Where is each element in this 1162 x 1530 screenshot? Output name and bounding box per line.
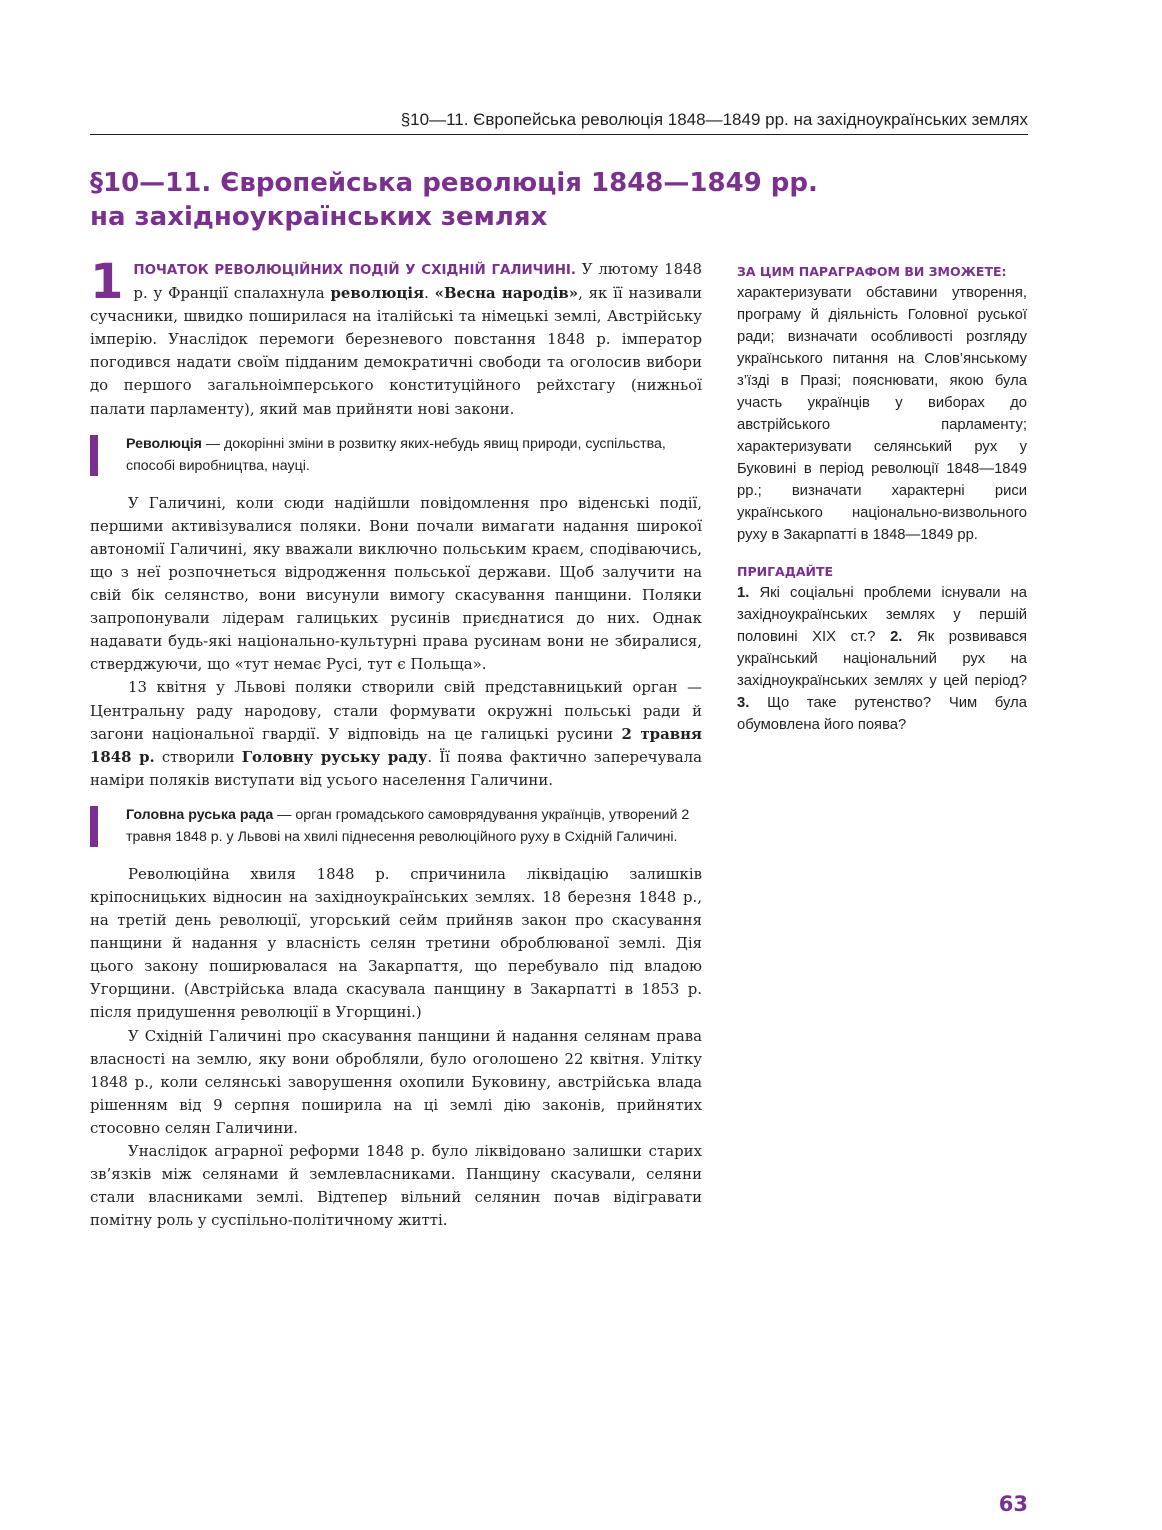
definition-bar [90,806,98,847]
question-number: 2. [890,629,903,645]
p3-text-a: 13 квітня у Львові поляки створили свій представницький орган — Центральну раду народову, стали формувати окружні польські ради й загони національної гвардії. У відповідь на це галицькі русини [90,678,702,743]
p3-text-c: . Її поява фактично заперечувала наміри поляків виступати від усього населення Галичини. [90,747,702,789]
question-number: 3. [737,695,750,711]
term-revolution: революція [330,284,425,303]
date-may-2: 2 травня 1848 р. [90,724,702,766]
term-main-ruthenian-council: Головну руську раду [241,747,428,766]
definition-term: Революція [126,435,202,452]
page-title-line-1: §10—11. Європейська революція 1848—1849 рр. [90,168,818,198]
paragraph-6: Унаслідок аграрної реформи 1848 р. було ліквідовано залишки старих зв’язків між селянами й землевласниками. Панщину скасували, селяни стали власниками землі. Відтепер вільний селянин почав відігравати помітну роль у суспільно-політичному житті. [90,1142,702,1230]
term-spring-of-nations: «Весна народів» [434,284,579,303]
definition-bar [90,435,98,476]
p1-text-a: У лютому 1848 р. у Франції спалахнула [133,260,702,303]
section-heading: ПОЧАТОК РЕВОЛЮЦІЙНИХ ПОДІЙ У СХІДНІЙ ГАЛИЧИНІ. [133,263,576,278]
paragraph-3 [90,676,702,791]
definition-text: — докорінні зміни в розвитку яких-небудь явищ природи, суспільства, способі виробництва, науці. [126,435,666,475]
recall-questions [737,582,1027,736]
page-number: 63 [998,1492,1028,1516]
running-head: §10—11. Європейська революція 1848—1849 рр. на західноукраїнських землях [400,110,1028,129]
recall-heading: ПРИГАДАЙТЕ [737,564,834,579]
page-title [90,166,1028,234]
p3-text-b: створили [154,747,242,766]
definition-term: Головна руська рада [126,806,274,823]
definition-box-revolution [90,431,702,480]
sidebar [737,262,1027,752]
goals-heading: ЗА ЦИМ ПАРАГРАФОМ ВИ ЗМОЖЕТЕ: [737,264,1007,279]
definition-text: — орган громадського самоврядування українців, утворений 2 травня 1848 р. у Львові на хвилі піднесення революційного руху в Східній Галичині. [126,806,690,846]
p1-text-b: . [424,284,435,303]
definition-box-council [90,802,702,851]
question-text: Які соціальні проблеми існували на західноукраїнських землях у першій половині XIX ст.? [737,585,1027,645]
question-number: 1. [737,585,750,601]
question-text: Що таке рутенство? Чим була обумовлена його поява? [737,695,1027,733]
header-rule [90,134,1028,135]
paragraph-1 [90,254,703,421]
question-text: Як розвивався український національний рух на західноукраїнських землях у цей період? [737,629,1027,689]
page-title-line-2: на західноукраїнських землях [90,202,548,232]
paragraph-5: У Східній Галичині про скасування панщини й надання селянам права власності на землю, яку вони обробляли, було оголошено 22 квітня. Улітку 1848 р., коли селянські заворушення охопили Буковину, австрійська влада рішенням від 9 серпня поширила на ці землі дію законів, прийнятих стосовно селян Галичини. [90,1026,702,1137]
p1-text-c: , як її називали сучасники, швидко поширилася на італійські та німецькі землі, Австрійську імперію. Унаслідок перемоги березневого повстання 1848 р. імператор погодився надати своїм підданим демократичні свободи та оголосив вибори до першого загальноімперського конституційного рейхстагу (нижньої палати парламенту), який мав прийняти нові закони. [90,284,703,418]
goals-text: характеризувати обставини утворення, програму й діяльність Головної руської ради; визначати особливості розгляду українського питання на Слов’янському з’їзді в Празі; пояснювати, якою була участь українців у виборах до австрійського парламенту; характеризувати селянський рух у Буковині в період революції 1848—1849 рр.; визначати характерні риси українського національно-визвольного руху в Закарпатті в 1848—1849 рр. [737,285,1027,543]
paragraph-4: Революційна хвиля 1848 р. спричинила ліквідацію залишків кріпосницьких відносин на західноукраїнських землях. 18 березня 1848 р., на третій день революції, угорський сейм прийняв закон про скасування панщини й надання у власність селян третини оброблюваної землі. Дія цього закону поширювалася на Закарпаття, що перебувало під владою Угорщини. (Австрійська влада скасувала панщину в Закарпатті в 1853 р. після придушення революції в Угорщині.) [90,864,702,1022]
main-column [90,254,703,1232]
paragraph-2: У Галичині, коли сюди надійшли повідомлення про віденські події, першими активізувалися поляки. Вони почали вимагати надання широкої автономії Галичині, яку вважали виключно польським краєм, сподіваючись, що з неї розпочнеться відродження польської держави. Щоб залучити на свій бік селянство, вони висунули вимогу скасування панщини. Поляки запропонували лідерам галицьких русинів приєднатися до них. Однак надавати будь-які національно-культурні права русинам вони не збиралися, стверджуючи, що «тут немає Русі, тут є Польща». [90,493,702,674]
section-number: 1 [90,254,124,310]
